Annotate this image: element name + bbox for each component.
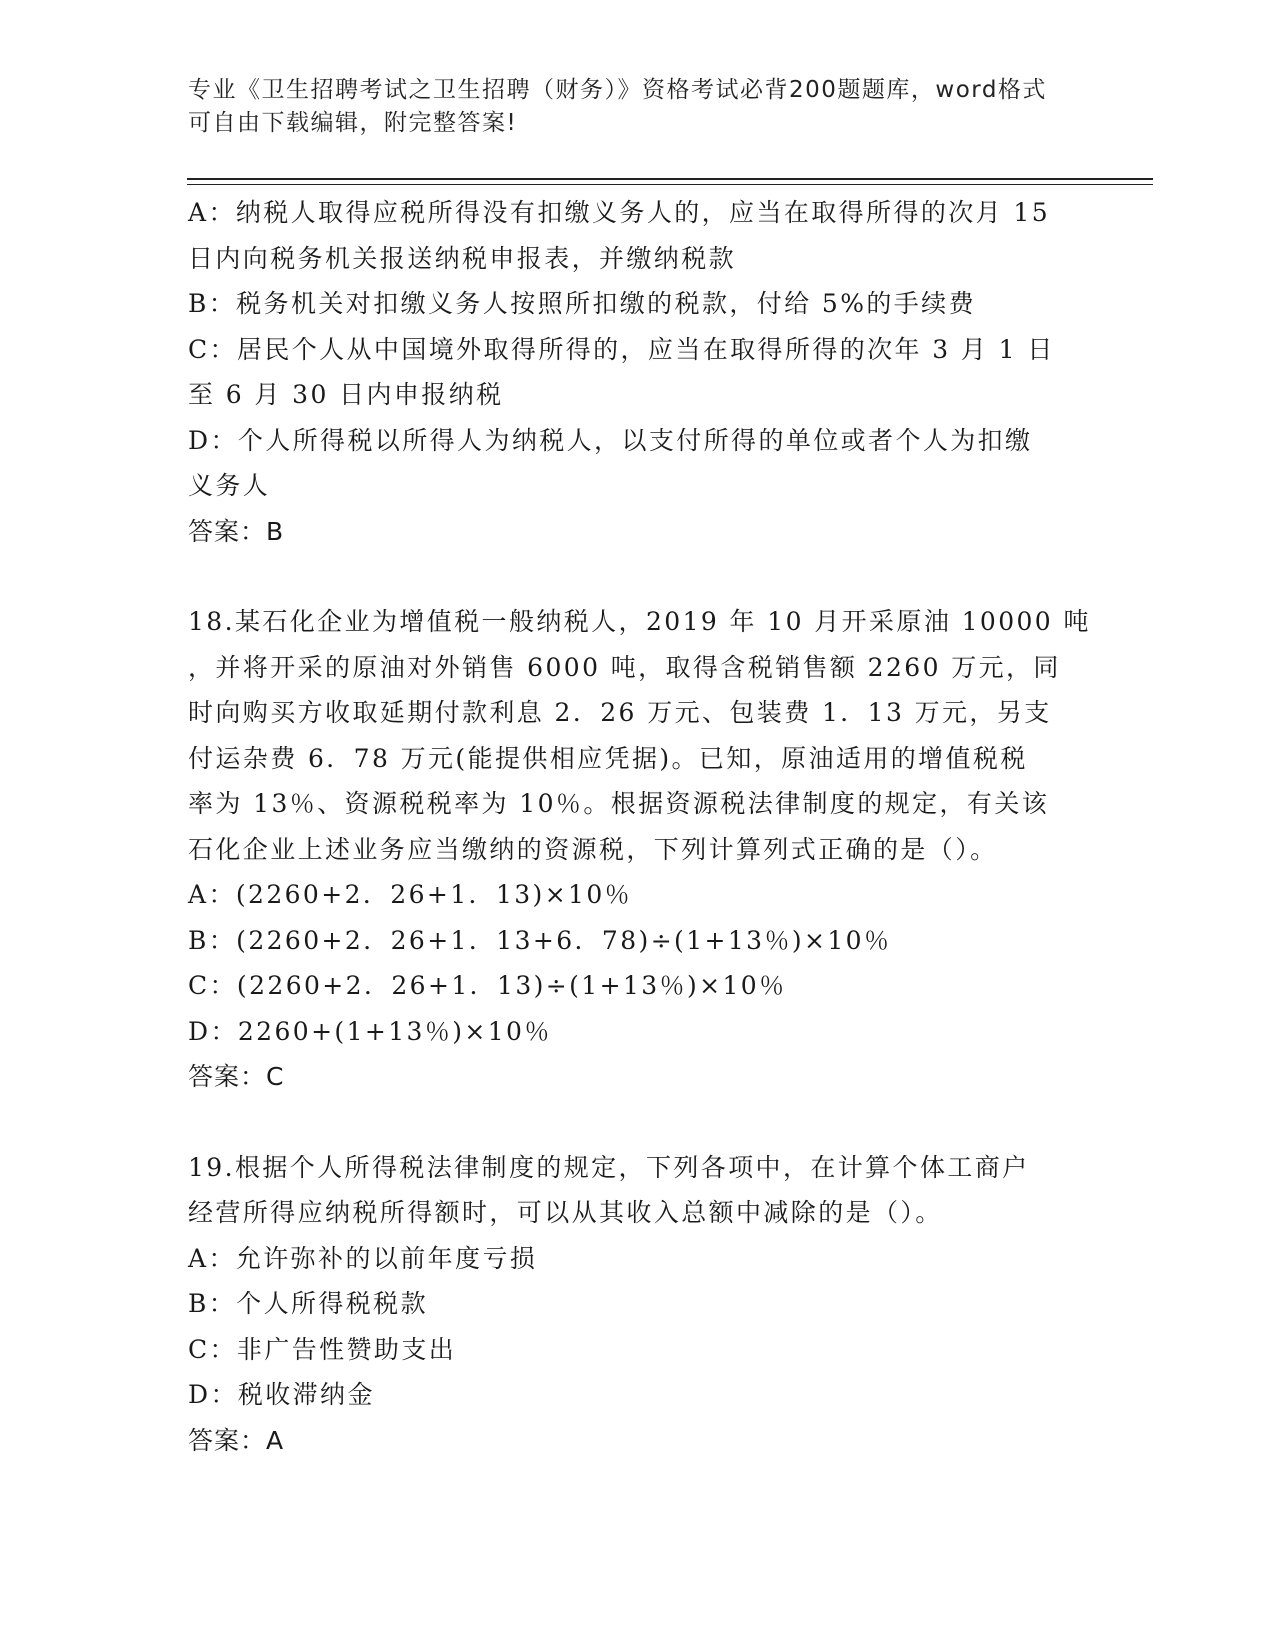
q19-stem-line-1: 19.根据个人所得税法律制度的规定，下列各项中，在计算个体工商户 xyxy=(188,1152,1030,1182)
q18-option-d: D：2260+(1+13％)×10％ xyxy=(188,1016,552,1046)
q18-stem-line-6: 石化企业上述业务应当缴纳的资源税，下列计算列式正确的是（）。 xyxy=(188,834,998,864)
q19-option-a: A：允许弥补的以前年度亏损 xyxy=(188,1243,538,1273)
q19-answer: 答案：A xyxy=(188,1425,285,1455)
q18-answer: 答案：C xyxy=(188,1062,285,1091)
header-line-2: 可自由下载编辑，附完整答案! xyxy=(188,110,518,136)
q17-option-a-line-2: 日内向税务机关报送纳税申报表，并缴纳税款 xyxy=(188,243,737,273)
spacer xyxy=(188,554,1088,599)
document-header xyxy=(188,74,1068,140)
q17-option-a-line-1: A：纳税人取得应税所得没有扣缴义务人的，应当在取得所得的次月 15 xyxy=(188,198,1051,227)
q17-option-c-line-1: C：居民个人从中国境外取得所得的，应当在取得所得的次年 3 月 1 日 xyxy=(188,334,1055,364)
q19-option-d: D：税收滞纳金 xyxy=(188,1380,375,1409)
q19-option-c: C：非广告性赞助支出 xyxy=(188,1334,457,1364)
question-18 xyxy=(188,599,1091,1100)
q17-option-b: B：税务机关对扣缴义务人按照所扣缴的税款，付给 5%的手续费 xyxy=(188,289,976,318)
document-body xyxy=(188,190,1091,1463)
q19-option-b: B：个人所得税税款 xyxy=(188,1289,428,1318)
q17-option-d-line-2: 义务人 xyxy=(188,471,271,500)
q18-stem-line-5: 率为 13％、资源税税率为 10％。根据资源税法律制度的规定，有关该 xyxy=(188,789,1050,818)
q18-stem-line-2: ，并将开采的原油对外销售 6000 吨，取得含税销售额 2260 万元，同 xyxy=(188,652,1061,682)
header-line-1: 专业《卫生招聘考试之卫生招聘（财务）》资格考试必背200题题库，word格式 xyxy=(188,77,1047,103)
q18-option-c: C：(2260+2．26+1．13)÷(1+13％)×10％ xyxy=(188,971,787,1000)
q18-stem-line-1: 18.某石化企业为增值税一般纳税人，2019 年 10 月开采原油 10000 吨 xyxy=(188,607,1091,636)
q17-answer: 答案：B xyxy=(188,516,285,546)
q18-stem-line-3: 时向购买方收取延期付款利息 2．26 万元、包装费 1．13 万元，另支 xyxy=(188,698,1052,727)
q17-option-c-line-2: 至 6 月 30 日内申报纳税 xyxy=(188,380,504,409)
question-19 xyxy=(188,1145,1088,1464)
q19-stem-line-2: 经营所得应纳税所得额时，可以从其收入总额中减除的是（）。 xyxy=(188,1198,943,1227)
q18-option-a: A：(2260+2．26+1．13)×10％ xyxy=(188,880,633,909)
q17-option-d-line-1: D：个人所得税以所得人为纳税人，以支付所得的单位或者个人为扣缴 xyxy=(188,425,1033,455)
q18-option-b: B：(2260+2．26+1．13+6．78)÷(1+13％)×10％ xyxy=(188,925,892,955)
question-17 xyxy=(188,190,1088,554)
header-divider-thick xyxy=(187,178,1153,180)
header-divider-thin xyxy=(187,184,1153,185)
q18-stem-line-4: 付运杂费 6．78 万元(能提供相应凭据)。已知，原油适用的增值税税 xyxy=(188,743,1028,773)
spacer xyxy=(188,1100,1088,1145)
